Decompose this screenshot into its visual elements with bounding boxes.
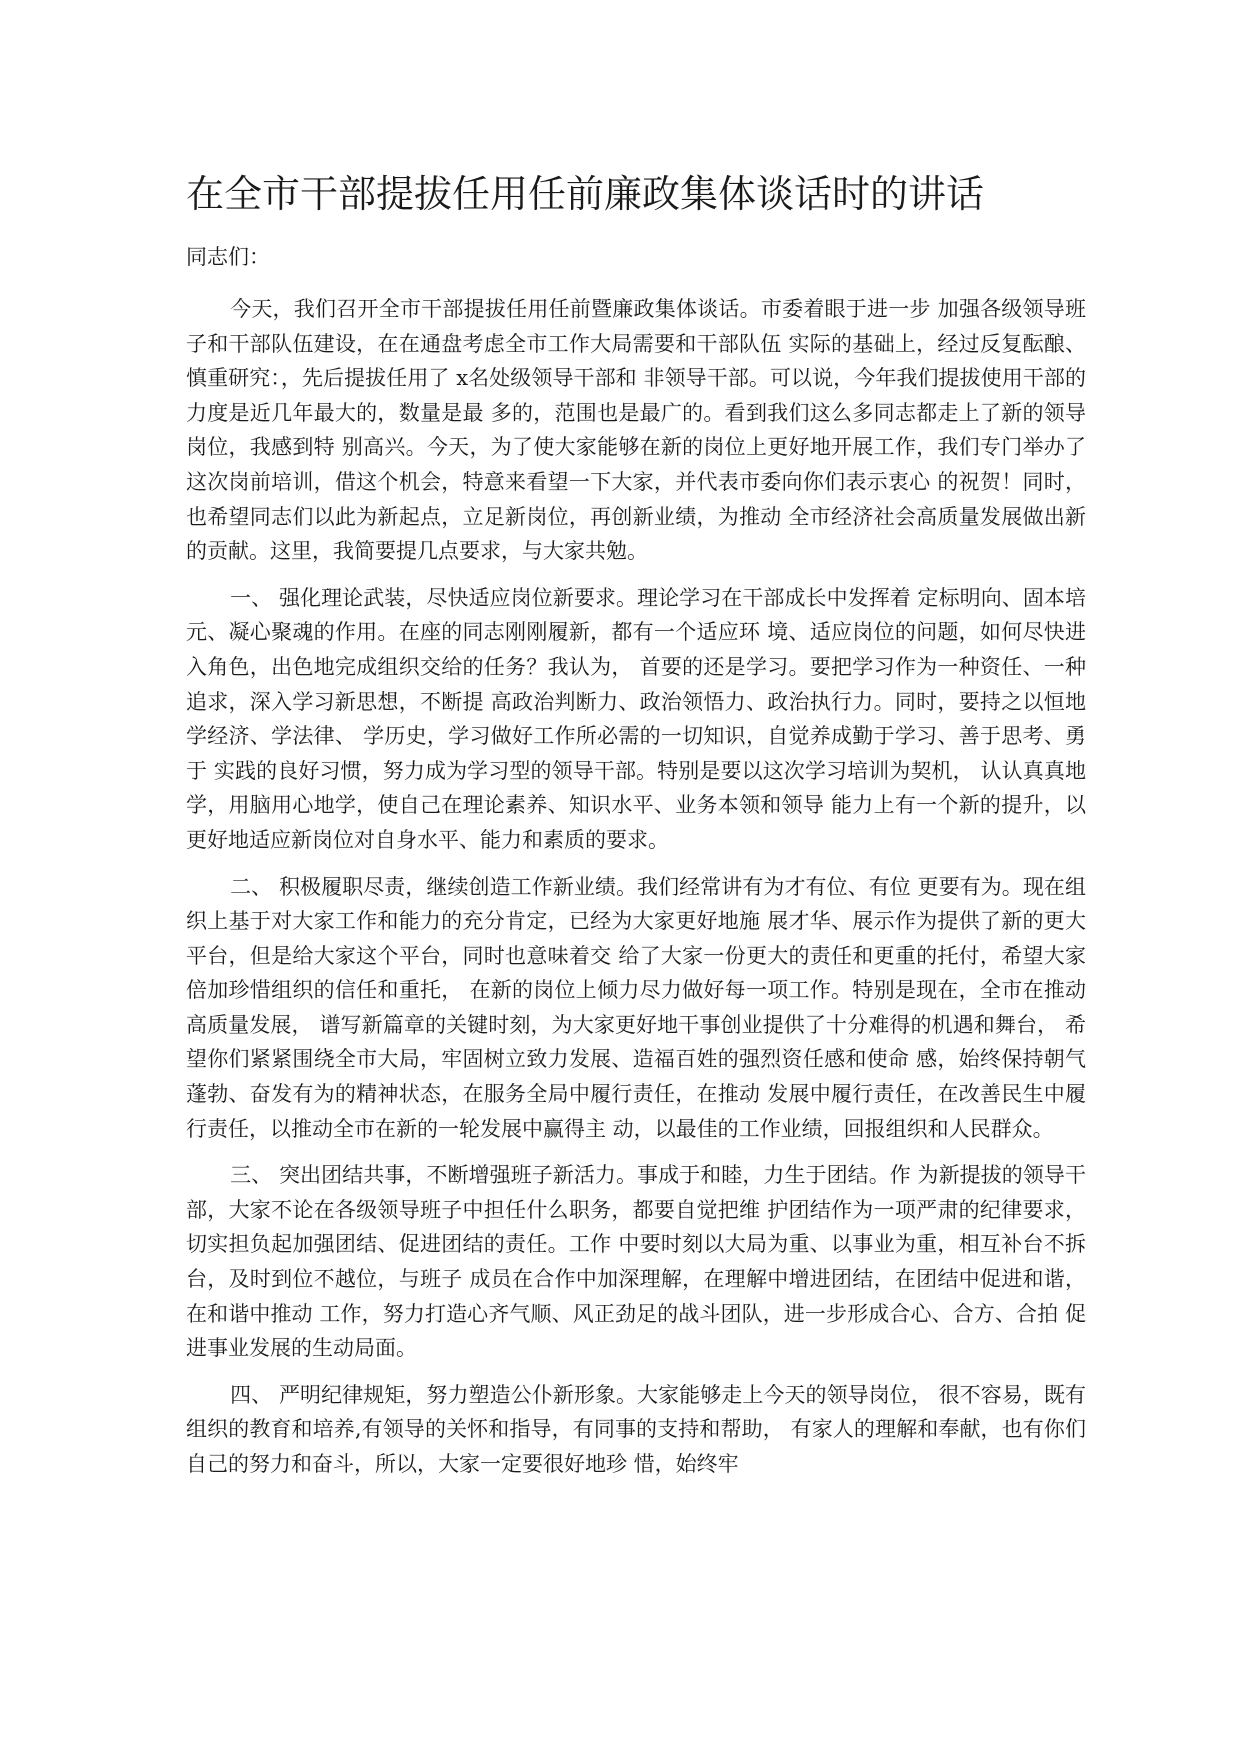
paragraph-section-1: 一、 强化理论武装，尽快适应岗位新要求。理论学习在干部成长中发挥着 定标明向、固本培元、凝心聚魂的作用。在座的同志刚刚履新，都有一个适应环 境、适应岗位的问题，如何尽快进入角色，出色地完成组织交给的任务？我认为， 首要的还是学习。要把学习作为一种资任、一种追求，深入学习新思想，不断提 高政治判断力、政治领悟力、政治执行力。同时，要持之以恒地学经济、学法律、 学历史，学习做好工作所必需的一切知识，自觉养成勤于学习、善于思考、勇于 实践的良好习惯，努力成为学习型的领导干部。特别是要以这次学习培训为契机， 认认真真地学，用脑用心地学，使自己在理论素养、知识水平、业务本领和领导 能力上有一个新的提升，以更好地适应新岗位对自身水平、能力和素质的要求。 [186,585,1086,852]
document-title: 在全市干部提拔任用任前廉政集体谈话时的讲话 [186,172,985,216]
paragraph-opening: 今天，我们召开全市干部提拔任用任前暨廉政集体谈话。市委着眼于进一步 加强各级领导班子和干部队伍建设，在在通盘考虑全市工作大局需要和干部队伍 实际的基础上，经过反复酝酿、慎重研究：，先后提拔任用了 x名处级领导干部和 非领导干部。可以说，今年我们提拔使用干部的力度是近几年最大的，数量是最 多的，范围也是最广的。看到我们这么多同志都走上了新的领导岗位，我感到特 别高兴。今天，为了使大家能够在新的岗位上更好地开展工作，我们专门举办了 这次岗前培训，借这个机会，特意来看望一下大家，并代表市委向你们表示衷心 的祝贺！同时，也希望同志们以此为新起点，立足新岗位，再创新业绩，为推动 全市经济社会高质量发展做出新的贡献。这里，我简要提几点要求，与大家共勉。 [186,297,1086,564]
paragraph-section-2: 二、 积极履职尽责，继续创造工作新业绩。我们经常讲有为才有位、有位 更要有为。现在组织上基于对大家工作和能力的充分肯定，已经为大家更好地施 展才华、展示作为提供了新的更大平台，但是给大家这个平台，同时也意味着交 给了大家一份更大的责任和更重的托付，希望大家倍加珍惜组织的信任和重托， 在新的岗位上倾力尽力做好每一项工作。特别是现在，全市在推动高质量发展， 谱写新篇章的关键时刻，为大家更好地干事创业提供了十分难得的机遇和舞台， 希望你们紧紧围绕全市大局，牢固树立致力发展、造福百姓的强烈资任感和使命 感，始终保持朝气蓬勃、奋发有为的精神状态，在服务全局中履行责任，在推动 发展中履行责任，在改善民生中履行责任，以推动全市在新的一轮发展中赢得主 动，以最佳的工作业绩，回报组织和人民群众。 [186,874,1086,1141]
document-page [186,168,1086,1494]
paragraph-section-4: 四、 严明纪律规矩，努力塑造公仆新形象。大家能够走上今天的领导岗位， 很不容易，既有组织的教育和培养,有领导的关怀和指导，有同事的支持和帮助， 有家人的理解和奉献，也有你们自己的努力和奋斗，所以，大家一定要很好地珍 惜，始终牢 [186,1382,1086,1476]
paragraph-section-3: 三、 突出团结共事，不断增强班子新活力。事成于和睦，力生于团结。作 为新提拔的领导干部，大家不论在各级领导班子中担任什么职务，都要自觉把维 护团结作为一项严肃的纪律要求，切实担负起加强团结、促进团结的责任。工作 中要时刻以大局为重、以事业为重，相互补台不拆台，及时到位不越位，与班子 成员在合作中加深理解，在理解中增进团结，在团结中促进和谐，在和谐中推动 工作，努力打造心齐气顺、风正劲足的战斗团队，进一步形成合心、合方、合拍 促进事业发展的生动局面。 [186,1163,1086,1361]
salutation: 同志们： [186,245,270,269]
